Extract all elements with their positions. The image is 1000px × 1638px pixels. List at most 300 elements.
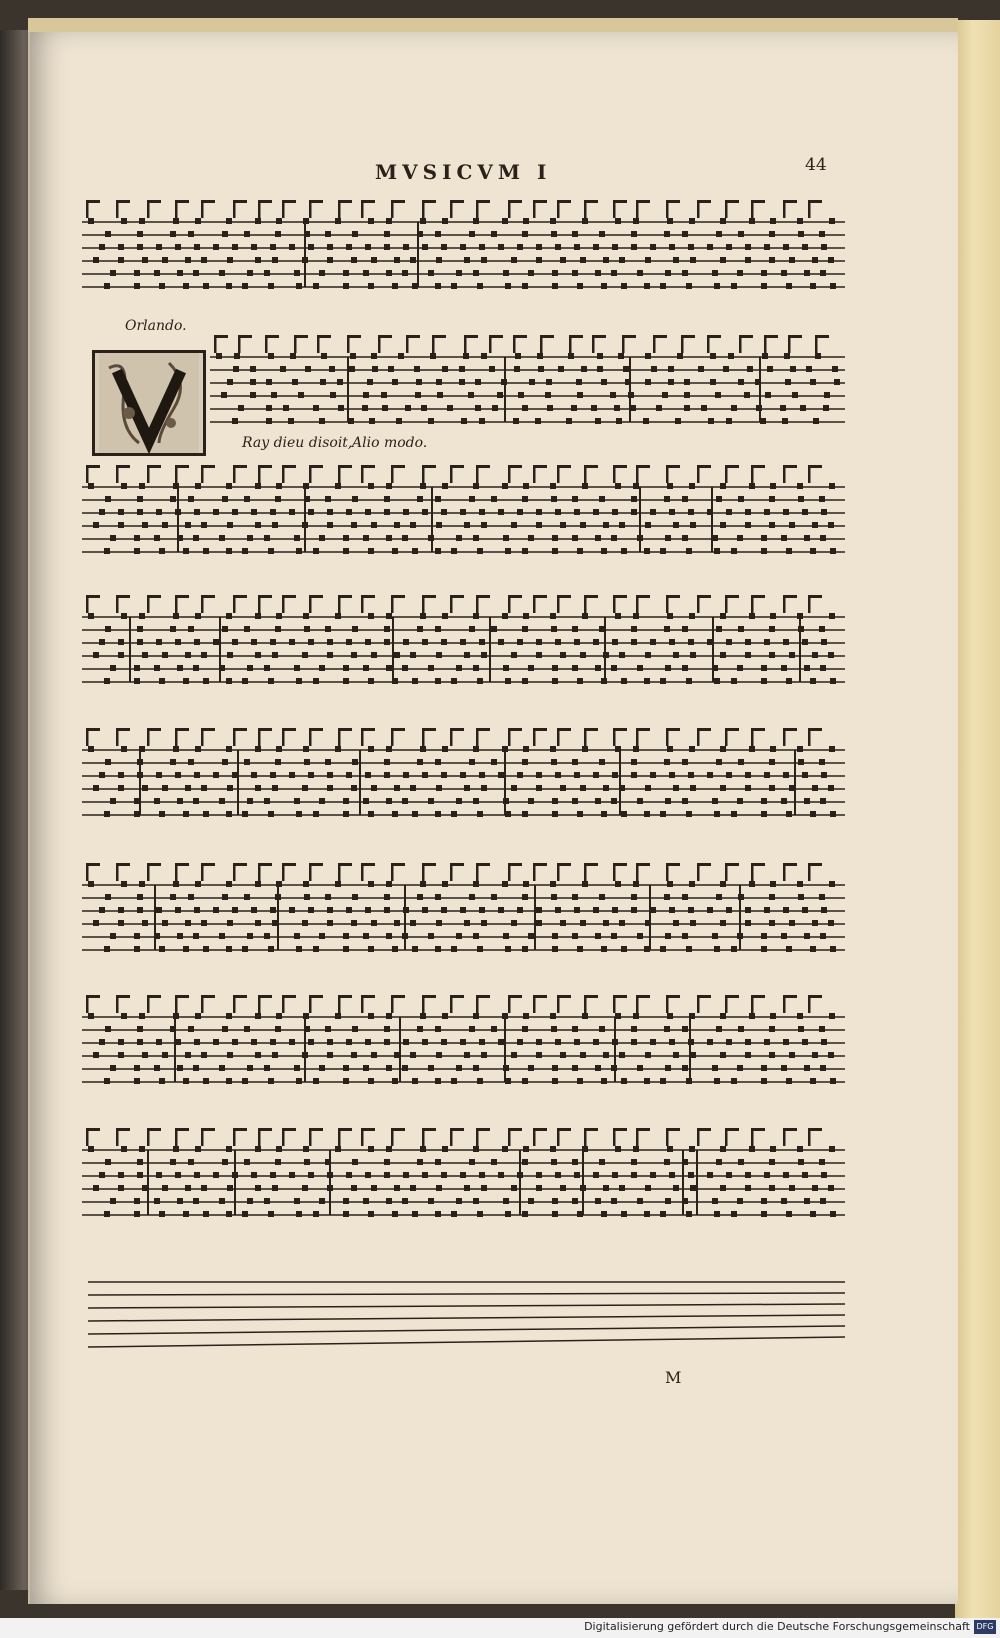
tab-mark: [502, 218, 508, 224]
tab-mark: [808, 728, 822, 731]
tab-mark: [786, 1078, 792, 1084]
tab-mark: [781, 798, 787, 804]
tab-mark: [761, 1065, 767, 1071]
tab-mark: [384, 231, 390, 237]
tab-mark: [731, 946, 737, 952]
tab-mark: [725, 995, 739, 998]
tab-mark: [557, 465, 571, 468]
tab-mark: [577, 1078, 583, 1084]
tab-mark: [764, 1039, 770, 1045]
tab-mark: [203, 548, 209, 554]
tab-mark: [491, 626, 497, 632]
tab-mark: [412, 1211, 418, 1217]
tab-mark: [660, 1078, 666, 1084]
tab-mark: [611, 665, 617, 671]
tab-mark: [644, 946, 650, 952]
tab-mark: [469, 759, 475, 765]
tab-mark: [118, 509, 124, 515]
tab-mark: [317, 335, 331, 338]
tab-mark: [175, 639, 181, 645]
tab-mark: [175, 200, 189, 203]
tab-mark: [275, 231, 281, 237]
tab-mark: [747, 366, 753, 372]
tab-mark: [469, 1159, 475, 1165]
tab-mark: [118, 522, 124, 528]
tab-mark: [159, 1211, 165, 1217]
tab-mark: [476, 595, 490, 598]
tab-mark: [282, 728, 296, 731]
tab-mark: [305, 366, 311, 372]
tab-mark: [593, 244, 599, 250]
tab-mark: [726, 907, 732, 913]
tab-mark: [479, 772, 485, 778]
tab-mark: [830, 283, 836, 289]
tab-mark: [508, 1128, 522, 1131]
tab-mark: [371, 257, 377, 263]
tab-mark: [139, 881, 145, 887]
tab-mark: [365, 907, 371, 913]
tab-mark: [304, 1026, 310, 1032]
tab-mark: [110, 798, 116, 804]
tab-mark: [572, 1026, 578, 1032]
tab-mark: [368, 483, 374, 489]
tab-mark: [368, 1211, 374, 1217]
tab-mark: [797, 1013, 803, 1019]
tab-mark: [276, 218, 282, 224]
tab-mark: [325, 626, 331, 632]
tab-mark: [547, 405, 553, 411]
tab-mark: [599, 231, 605, 237]
tab-mark: [435, 1211, 441, 1217]
tab-mark: [473, 798, 479, 804]
tab-mark: [226, 746, 232, 752]
tab-mark: [770, 881, 776, 887]
tab-mark: [820, 665, 826, 671]
tab-mark: [134, 1198, 140, 1204]
tab-mark: [302, 652, 308, 658]
tab-mark: [810, 946, 816, 952]
tab-mark: [325, 1026, 331, 1032]
tab-mark: [599, 496, 605, 502]
tab-mark: [251, 509, 257, 515]
tab-mark: [309, 863, 323, 866]
tab-mark: [193, 270, 199, 276]
tab-mark: [716, 626, 722, 632]
tab-mark: [175, 728, 189, 731]
tab-mark: [435, 759, 441, 765]
tab-mark: [384, 509, 390, 515]
tab-mark: [368, 283, 374, 289]
tab-mark: [536, 522, 542, 528]
tab-mark: [756, 405, 762, 411]
tab-mark: [615, 218, 621, 224]
tab-mark: [720, 881, 726, 887]
tab-mark: [352, 496, 358, 502]
tab-mark: [154, 1198, 160, 1204]
tab-mark: [631, 509, 637, 515]
tab-mark: [712, 535, 718, 541]
tab-mark: [266, 405, 272, 411]
tab-mark: [745, 1039, 751, 1045]
tab-mark: [761, 1078, 767, 1084]
tab-mark: [325, 1159, 331, 1165]
tab-mark: [601, 283, 607, 289]
tab-mark: [275, 759, 281, 765]
tab-mark: [183, 548, 189, 554]
tab-mark: [645, 522, 651, 528]
tab-mark: [162, 257, 168, 263]
tab-mark: [392, 678, 398, 684]
tab-mark: [303, 881, 309, 887]
tab-mark: [582, 218, 588, 224]
tab-mark: [738, 626, 744, 632]
tab-mark: [417, 626, 423, 632]
tab-mark: [786, 1211, 792, 1217]
tab-mark: [593, 1172, 599, 1178]
tab-mark: [720, 652, 726, 658]
tab-mark: [786, 678, 792, 684]
tab-mark: [572, 798, 578, 804]
tab-mark: [294, 535, 300, 541]
tab-mark: [105, 231, 111, 237]
tab-mark: [346, 244, 352, 250]
tab-mark: [613, 200, 627, 203]
tab-mark: [142, 1185, 148, 1191]
tab-mark: [384, 244, 390, 250]
tab-mark: [716, 1159, 722, 1165]
tab-mark: [572, 496, 578, 502]
tab-mark: [491, 496, 497, 502]
tab-mark: [255, 785, 261, 791]
tab-mark: [154, 270, 160, 276]
tab-mark: [282, 595, 296, 598]
tab-mark: [469, 231, 475, 237]
tab-mark: [644, 678, 650, 684]
tab-mark: [201, 728, 215, 731]
tab-mark: [584, 200, 598, 203]
tab-mark: [319, 535, 325, 541]
tab-mark: [810, 283, 816, 289]
tab-mark: [201, 785, 207, 791]
tab-mark: [601, 1078, 607, 1084]
tab-mark: [436, 1052, 442, 1058]
tab-mark: [422, 1128, 436, 1131]
tab-mark: [268, 946, 274, 952]
tab-mark: [631, 759, 637, 765]
tab-mark: [749, 1146, 755, 1152]
tab-mark: [533, 728, 547, 731]
tab-mark: [365, 1172, 371, 1178]
tab-mark: [93, 522, 99, 528]
tab-mark: [116, 863, 130, 866]
tab-mark: [621, 283, 627, 289]
tab-mark: [665, 798, 671, 804]
tab-mark: [491, 1159, 497, 1165]
tab-mark: [255, 881, 261, 887]
tab-mark: [769, 894, 775, 900]
tab-mark: [731, 548, 737, 554]
tab-mark: [116, 200, 130, 203]
tab-mark: [227, 379, 233, 385]
tab-mark: [442, 1146, 448, 1152]
tab-mark: [755, 379, 761, 385]
tab-mark: [371, 353, 377, 359]
tab-mark: [175, 1128, 189, 1131]
tab-mark: [644, 548, 650, 554]
tab-mark: [834, 379, 840, 385]
tab-mark: [479, 1172, 485, 1178]
tab-mark: [451, 1211, 457, 1217]
tab-mark: [368, 1078, 374, 1084]
tab-mark: [764, 639, 770, 645]
tab-mark: [473, 613, 479, 619]
tab-mark: [118, 1185, 124, 1191]
tab-mark: [689, 218, 695, 224]
tab-mark: [667, 218, 673, 224]
tab-mark: [522, 548, 528, 554]
tab-mark: [511, 522, 517, 528]
tab-mark: [99, 244, 105, 250]
tab-mark: [502, 1146, 508, 1152]
tab-mark: [308, 772, 314, 778]
tab-mark: [346, 1039, 352, 1045]
tab-mark: [682, 496, 688, 502]
tab-mark: [456, 933, 462, 939]
tab-mark: [522, 1026, 528, 1032]
tab-mark: [147, 1128, 161, 1131]
tab-mark: [268, 678, 274, 684]
tab-mark: [511, 785, 517, 791]
tab-mark: [623, 366, 629, 372]
tab-mark: [282, 465, 296, 468]
tab-mark: [417, 759, 423, 765]
tab-mark: [338, 465, 352, 468]
tab-mark: [436, 1185, 442, 1191]
tab-mark: [572, 626, 578, 632]
tab-mark: [201, 595, 215, 598]
tab-mark: [368, 613, 374, 619]
tab-mark: [601, 1211, 607, 1217]
tab-mark: [577, 678, 583, 684]
tab-mark: [402, 933, 408, 939]
tab-mark: [765, 392, 771, 398]
tab-mark: [720, 1185, 726, 1191]
tab-mark: [812, 1185, 818, 1191]
tab-mark: [289, 509, 295, 515]
tab-mark: [769, 522, 775, 528]
tab-mark: [288, 418, 294, 424]
tab-mark: [628, 392, 634, 398]
tab-mark: [769, 1159, 775, 1165]
tab-mark: [820, 933, 826, 939]
tab-mark: [193, 933, 199, 939]
tab-mark: [386, 665, 392, 671]
tab-mark: [830, 678, 836, 684]
tab-mark: [491, 231, 497, 237]
tab-mark: [714, 946, 720, 952]
tab-mark: [633, 746, 639, 752]
tab-mark: [552, 548, 558, 554]
tab-mark: [619, 1052, 625, 1058]
tab-mark: [686, 1078, 692, 1084]
tab-mark: [139, 613, 145, 619]
tab-mark: [603, 1052, 609, 1058]
tab-mark: [710, 353, 716, 359]
tab-mark: [104, 811, 110, 817]
tab-mark: [762, 353, 768, 359]
tab-mark: [403, 509, 409, 515]
tab-mark: [213, 509, 219, 515]
tab-mark: [690, 1185, 696, 1191]
tab-mark: [195, 613, 201, 619]
tab-mark: [523, 746, 529, 752]
tab-mark: [282, 863, 296, 866]
tab-mark: [436, 652, 442, 658]
tab-mark: [533, 595, 547, 598]
tab-mark: [338, 405, 344, 411]
tab-mark: [232, 639, 238, 645]
tab-mark: [631, 907, 637, 913]
tab-mark: [650, 244, 656, 250]
tab-mark: [327, 1172, 333, 1178]
tab-mark: [479, 244, 485, 250]
tab-mark: [194, 244, 200, 250]
tab-mark: [173, 1146, 179, 1152]
tab-mark: [761, 665, 767, 671]
tab-mark: [666, 595, 680, 598]
tab-mark: [783, 1128, 797, 1131]
tab-mark: [450, 465, 464, 468]
tab-mark: [761, 535, 767, 541]
tab-mark: [282, 1128, 296, 1131]
tab-mark: [552, 283, 558, 289]
tab-mark: [498, 1172, 504, 1178]
tab-mark: [677, 353, 683, 359]
tab-mark: [343, 1078, 349, 1084]
tab-mark: [428, 1198, 434, 1204]
tab-mark: [227, 257, 233, 263]
tab-mark: [242, 1078, 248, 1084]
tab-mark: [508, 595, 522, 598]
tab-mark: [560, 522, 566, 528]
tab-mark: [258, 863, 272, 866]
tab-mark: [406, 335, 420, 338]
tab-mark: [188, 231, 194, 237]
tab-mark: [523, 881, 529, 887]
tab-mark: [194, 639, 200, 645]
tab-mark: [185, 1185, 191, 1191]
tab-mark: [272, 522, 278, 528]
tab-mark: [819, 759, 825, 765]
tab-mark: [832, 366, 838, 372]
tab-mark: [580, 1052, 586, 1058]
tab-mark: [175, 1172, 181, 1178]
tab-mark: [386, 1013, 392, 1019]
tab-mark: [219, 933, 225, 939]
tab-mark: [93, 257, 99, 263]
tab-mark: [194, 772, 200, 778]
tab-mark: [134, 811, 140, 817]
tab-mark: [601, 548, 607, 554]
tab-mark: [159, 811, 165, 817]
staff-line: [88, 1326, 845, 1334]
tab-mark: [489, 335, 503, 338]
tab-mark: [436, 522, 442, 528]
tab-mark: [201, 1185, 207, 1191]
tab-mark: [737, 535, 743, 541]
tab-mark: [725, 465, 739, 468]
tab-mark: [668, 379, 674, 385]
tab-mark: [86, 728, 100, 731]
tab-mark: [536, 244, 542, 250]
tab-mark: [631, 1039, 637, 1045]
tab-mark: [289, 244, 295, 250]
tab-mark: [222, 1159, 228, 1165]
tab-mark: [714, 548, 720, 554]
tab-mark: [612, 1172, 618, 1178]
tab-mark: [162, 1052, 168, 1058]
tab-mark: [343, 678, 349, 684]
tab-mark: [550, 1146, 556, 1152]
tab-mark: [828, 652, 834, 658]
tab-mark: [88, 218, 94, 224]
tab-mark: [363, 933, 369, 939]
tab-mark: [707, 335, 721, 338]
tab-mark: [319, 665, 325, 671]
tab-mark: [475, 379, 481, 385]
tab-mark: [615, 881, 621, 887]
tab-mark: [193, 665, 199, 671]
tab-mark: [392, 1211, 398, 1217]
tab-mark: [666, 995, 680, 998]
tab-mark: [716, 894, 722, 900]
tab-mark: [464, 652, 470, 658]
tab-mark: [86, 200, 100, 203]
tab-mark: [264, 933, 270, 939]
tab-mark: [505, 811, 511, 817]
tab-mark: [783, 1039, 789, 1045]
tab-mark: [731, 678, 737, 684]
tab-mark: [147, 200, 161, 203]
tab-mark: [442, 613, 448, 619]
tab-mark: [473, 483, 479, 489]
tab-mark: [714, 1211, 720, 1217]
tab-mark: [810, 811, 816, 817]
tab-mark: [93, 1052, 99, 1058]
tab-mark: [503, 798, 509, 804]
tab-mark: [294, 665, 300, 671]
tab-mark: [536, 772, 542, 778]
tab-mark: [350, 353, 356, 359]
tab-mark: [593, 509, 599, 515]
tab-mark: [294, 1198, 300, 1204]
tab-mark: [665, 665, 671, 671]
tab-mark: [203, 283, 209, 289]
tab-mark: [296, 283, 302, 289]
tab-mark: [391, 595, 405, 598]
tab-mark: [697, 595, 711, 598]
tab-mark: [522, 626, 528, 632]
tab-mark: [622, 335, 636, 338]
tab-mark: [175, 595, 189, 598]
tab-mark: [294, 1065, 300, 1071]
tab-mark: [745, 1172, 751, 1178]
tab-mark: [812, 1052, 818, 1058]
tab-mark: [797, 881, 803, 887]
tab-mark: [828, 522, 834, 528]
tab-mark: [335, 483, 341, 489]
tab-mark: [319, 1065, 325, 1071]
